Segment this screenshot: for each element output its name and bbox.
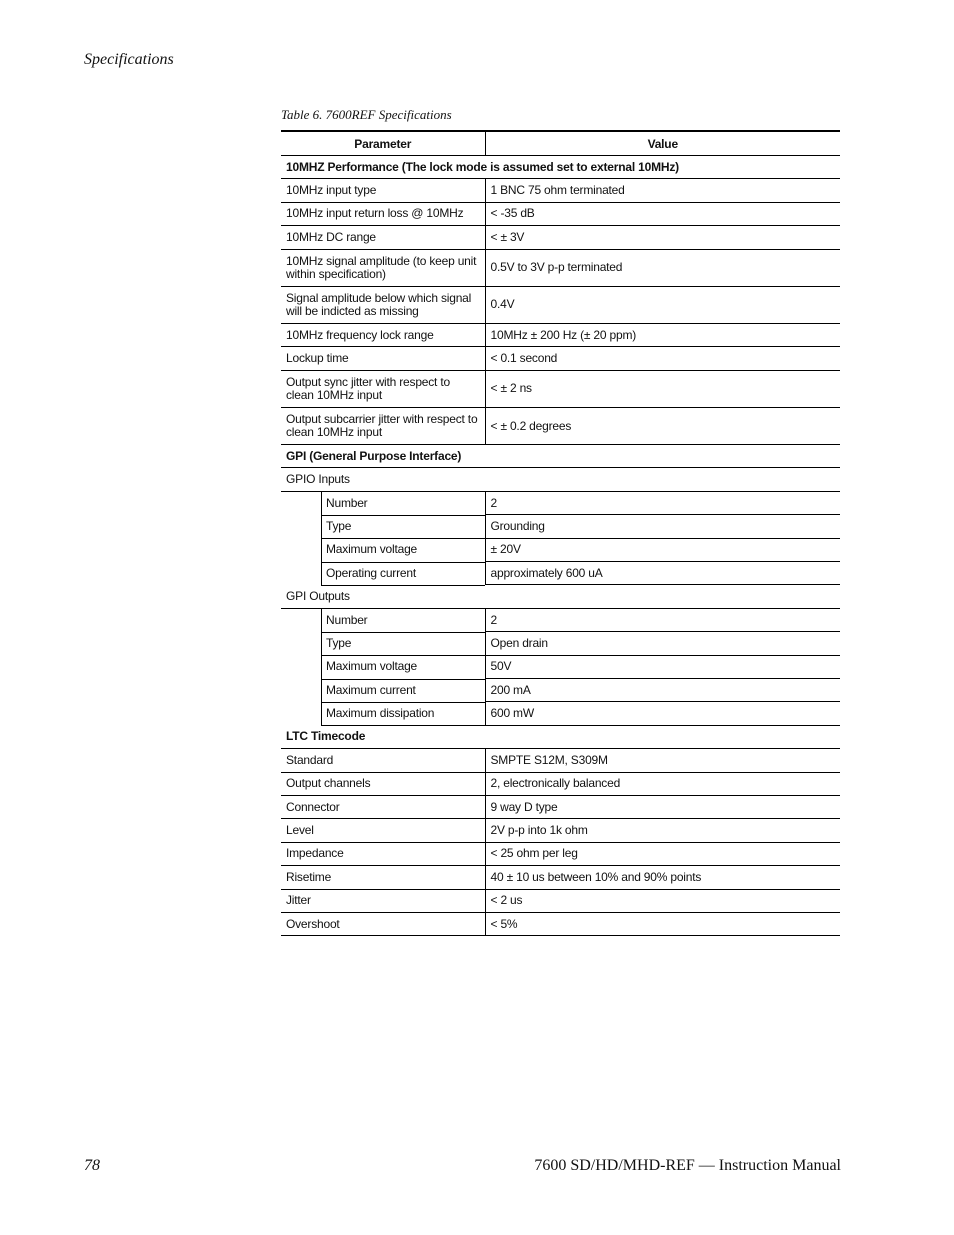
parameter-cell <box>281 655 485 678</box>
parameter-cell: Lockup time <box>281 347 485 370</box>
parameter-label: Maximum voltage <box>326 659 418 674</box>
table-row <box>281 749 840 772</box>
value-cell: 1 BNC 75 ohm terminated <box>485 179 840 202</box>
running-header: Specifications <box>84 51 174 68</box>
parameter-cell <box>281 702 485 725</box>
parameter-cell: 10MHz signal amplitude (to keep unit within specification) <box>281 249 485 286</box>
table-row <box>281 226 840 249</box>
column-header-value: Value <box>485 131 840 156</box>
table-row <box>281 323 840 346</box>
column-header-parameter: Parameter <box>281 131 485 156</box>
value-cell: Open drain <box>485 632 840 655</box>
parameter-label: Number <box>326 612 368 627</box>
table-row <box>281 608 840 631</box>
section-heading-row <box>281 445 840 468</box>
parameter-cell: Signal amplitude below which signal will be indicted as missing <box>281 286 485 323</box>
value-cell: < 0.1 second <box>485 347 840 370</box>
table-row <box>281 370 840 407</box>
group-heading-row <box>281 468 840 491</box>
parameter-cell: 10MHz input type <box>281 179 485 202</box>
value-cell: < 2 us <box>485 889 840 912</box>
parameter-cell <box>281 538 485 561</box>
group-heading: GPI Outputs <box>281 585 840 608</box>
value-cell: 9 way D type <box>485 795 840 818</box>
value-cell: < ± 3V <box>485 226 840 249</box>
table-header-row <box>281 131 840 156</box>
parameter-cell: Impedance <box>281 842 485 865</box>
parameter-cell: Output channels <box>281 772 485 795</box>
table-row <box>281 912 840 935</box>
section-heading: 10MHZ Performance (The lock mode is assumed set to external 10MHz) <box>281 156 840 179</box>
table-row <box>281 347 840 370</box>
table-row <box>281 702 840 725</box>
value-cell: < ± 0.2 degrees <box>485 407 840 444</box>
parameter-cell <box>281 608 485 631</box>
value-cell: 40 ± 10 us between 10% and 90% points <box>485 866 840 889</box>
value-cell: approximately 600 uA <box>485 562 840 585</box>
parameter-cell: 10MHz frequency lock range <box>281 323 485 346</box>
value-cell: 10MHz ± 200 Hz (± 20 ppm) <box>485 323 840 346</box>
parameter-label: Type <box>326 635 352 650</box>
specifications-table <box>281 130 840 936</box>
table-row <box>281 562 840 585</box>
section-heading-row <box>281 156 840 179</box>
table-row <box>281 515 840 538</box>
value-cell: 2, electronically balanced <box>485 772 840 795</box>
table-row <box>281 202 840 225</box>
parameter-cell <box>281 632 485 655</box>
parameter-cell: 10MHz DC range <box>281 226 485 249</box>
parameter-label: Maximum current <box>326 682 416 697</box>
table-row <box>281 889 840 912</box>
page-number: 78 <box>84 1157 100 1174</box>
table-row <box>281 842 840 865</box>
value-cell: SMPTE S12M, S309M <box>485 749 840 772</box>
value-cell: Grounding <box>485 515 840 538</box>
manual-title: 7600 SD/HD/MHD-REF — Instruction Manual <box>534 1157 841 1174</box>
table-row <box>281 179 840 202</box>
section-heading-row <box>281 725 840 748</box>
table-row <box>281 632 840 655</box>
parameter-label: Number <box>326 495 368 510</box>
value-cell: 2 <box>485 608 840 631</box>
parameter-cell: Output sync jitter with respect to clean 10MHz input <box>281 370 485 407</box>
value-cell: < 25 ohm per leg <box>485 842 840 865</box>
parameter-cell: Jitter <box>281 889 485 912</box>
table-row <box>281 249 840 286</box>
value-cell: < 5% <box>485 912 840 935</box>
parameter-cell <box>281 679 485 702</box>
table-row <box>281 819 840 842</box>
parameter-cell <box>281 491 485 514</box>
parameter-label: Maximum dissipation <box>326 705 435 720</box>
table-row <box>281 772 840 795</box>
table-row <box>281 286 840 323</box>
section-heading: LTC Timecode <box>281 725 840 748</box>
parameter-cell: Risetime <box>281 866 485 889</box>
parameter-cell <box>281 515 485 538</box>
section-heading: GPI (General Purpose Interface) <box>281 445 840 468</box>
parameter-cell: Standard <box>281 749 485 772</box>
parameter-cell: Output subcarrier jitter with respect to clean 10MHz input <box>281 407 485 444</box>
table-row <box>281 491 840 514</box>
parameter-cell: Connector <box>281 795 485 818</box>
parameter-cell: Overshoot <box>281 912 485 935</box>
parameter-cell: 10MHz input return loss @ 10MHz <box>281 202 485 225</box>
group-heading: GPIO Inputs <box>281 468 840 491</box>
value-cell: 0.4V <box>485 286 840 323</box>
value-cell: 600 mW <box>485 702 840 725</box>
parameter-cell: Level <box>281 819 485 842</box>
table-row <box>281 795 840 818</box>
value-cell: 2 <box>485 491 840 514</box>
value-cell: 2V p-p into 1k ohm <box>485 819 840 842</box>
value-cell: 50V <box>485 655 840 678</box>
table-row <box>281 679 840 702</box>
table-row <box>281 655 840 678</box>
value-cell: ± 20V <box>485 538 840 561</box>
value-cell: 200 mA <box>485 679 840 702</box>
value-cell: < -35 dB <box>485 202 840 225</box>
parameter-label: Maximum voltage <box>326 542 418 557</box>
group-heading-row <box>281 585 840 608</box>
parameter-cell <box>281 562 485 585</box>
parameter-label: Operating current <box>326 565 416 580</box>
table-row <box>281 866 840 889</box>
parameter-label: Type <box>326 518 352 533</box>
table-caption: Table 6. 7600REF Specifications <box>281 107 452 122</box>
value-cell: < ± 2 ns <box>485 370 840 407</box>
table-row <box>281 407 840 444</box>
value-cell: 0.5V to 3V p-p terminated <box>485 249 840 286</box>
table-row <box>281 538 840 561</box>
table-body <box>281 156 840 936</box>
